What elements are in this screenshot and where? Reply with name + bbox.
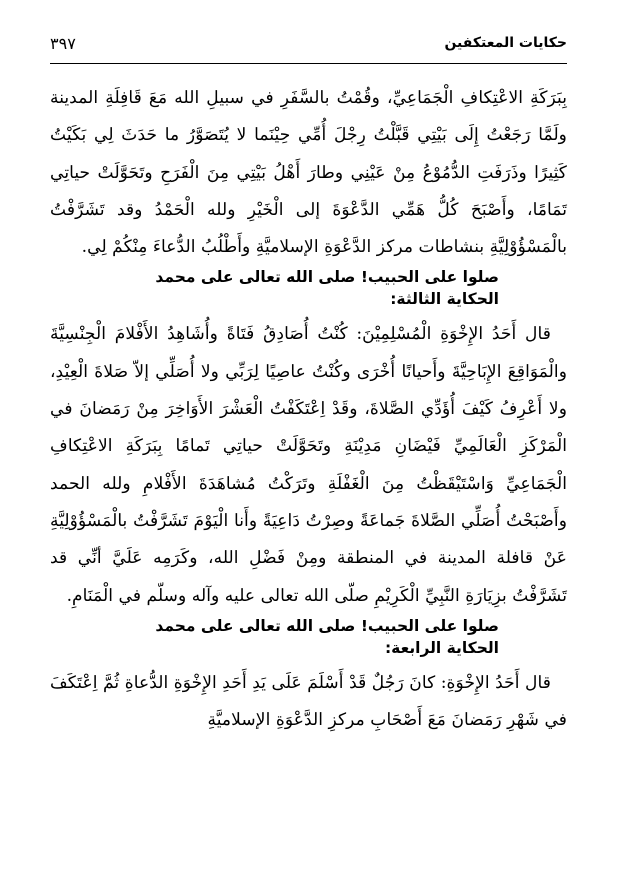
paragraph-fourth-story: قال أَحَدُ الإِخْوَةِ: كانَ رَجُلٌ قَدْ أَسْلَمَ عَلَى يَدِ أَحَدِ الإِخْوَةِ الدُّعاةِ ثُمَّ اِعْتَكَفَ في شَهْرِ رَمَضانَ مَعَ أَصْحَابِ مركزِ الدَّعْوَةِ الإسلاميَّةِ	[50, 672, 567, 731]
paragraph-third-story: قال أَحَدُ الإِخْوَةِ الْمُسْلِمِيْنَ: كُنْتُ أُصَادِقُ فَتَاةً وأُشَاهِدُ الأَفْلامَ الْجِنْسِيَّةَ والْمَوَاقِعَ الإِبَاحِيَّةَ وأَحيانًا أُخْرَى وكُنْتُ عاصِيًا لِرَبِّي ولا أُصَلِّي إلاّ صَلاةَ الْعِيْدِ، ولا أَعْرِفُ كَيْفَ أُؤَدِّي الصَّلاةَ، وقَدْ اِعْتَكَفْتُ الْعَشْرَ الأَوَاخِرَ مِنْ رَمَضانَ في الْمَرْكَزِ الْعَالَمِيِّ فَيْضَانِ مَدِيْنَةِ وتَحَوَّلَتْ حياتِي تَمامًا بِبَرَكَةِ الاعْتِكافِ الْجَمَاعِيِّ وَاسْتَيْقَظْتُ مِنَ الْغَفْلَةِ وتَرَكْتُ مُشاهَدَةَ الأَفْلامِ ولله الحمد وأَصْبَحْتُ أُصَلِّي الصَّلاةَ جَماعَةً وصِرْتُ دَاعِيَةً وأَنا الْيَوْمَ تَشَرَّفْتُ بالْمَسْؤُوْلِيَّةِ عَنْ قافلة المدينة في المنطقة ومِنْ فَضْلِ الله، وكَرَمِه عَلَيَّ أنِّي قد تَشَرَّفْتُ بزِيَارَةِ النَّبِيِّ الْكَرِيْمِ صلّى الله تعالى عليه وآله وسلّم في الْمَنَامِ.	[50, 324, 567, 606]
salutation-block-2	[50, 615, 567, 637]
page-header	[50, 26, 567, 60]
running-title: حكايات المعتكفين	[444, 35, 567, 51]
page-body	[50, 80, 567, 739]
salutation-part-2: صلى الله تعالى على محمد	[155, 616, 356, 635]
page-number: ٣٩٧	[50, 33, 76, 53]
salutation-part-2: صلى الله تعالى على محمد	[155, 268, 356, 287]
heading-fourth-story: الحكاية الرابعة:	[384, 638, 499, 657]
header-rule	[50, 63, 567, 64]
heading-third-story: الحكاية الثالثة:	[390, 290, 499, 309]
salutation-part-1: صلوا على الحبيب!	[360, 268, 499, 287]
salutation-block	[50, 266, 567, 288]
salutation-part-1: صلوا على الحبيب!	[360, 616, 499, 635]
paragraph-story-end: بِبَرَكَةِ الاعْتِكافِ الْجَمَاعِيِّ، وقُمْتُ بالسَّفَرِ في سبيلِ الله مَعَ قَافِلَةِ المدينة ولَمَّا رَجَعْتُ إِلَى بَيْتِي قَبَّلْتُ رِجْلَ أُمِّي حِيْنَما لا يُتَصَوَّرُ ما حَدَثَ لِي بَكَيْتُ كَثِيرًا وذَرَفَتِ الدُّمُوْعُ مِنْ عَيْنِي وطارَ أَهْلُ بَيْتِي مِنَ الْفَرَحِ وتَحَوَّلَتْ حياتِي تَمَامًا، وأَصْبَحَ كُلُّ هَمِّي الدَّعْوَةَ إلى الْخَيْرِ ولله الْحَمْدُ وقد تَشَرَّفْتُ بالْمَسْؤُوْلِيَّةِ بنشاطات مركز الدَّعْوَةِ الإسلاميَّةِ وأَطْلُبُ الدُّعاءَ مِنْكُمْ لِي.	[50, 88, 567, 258]
